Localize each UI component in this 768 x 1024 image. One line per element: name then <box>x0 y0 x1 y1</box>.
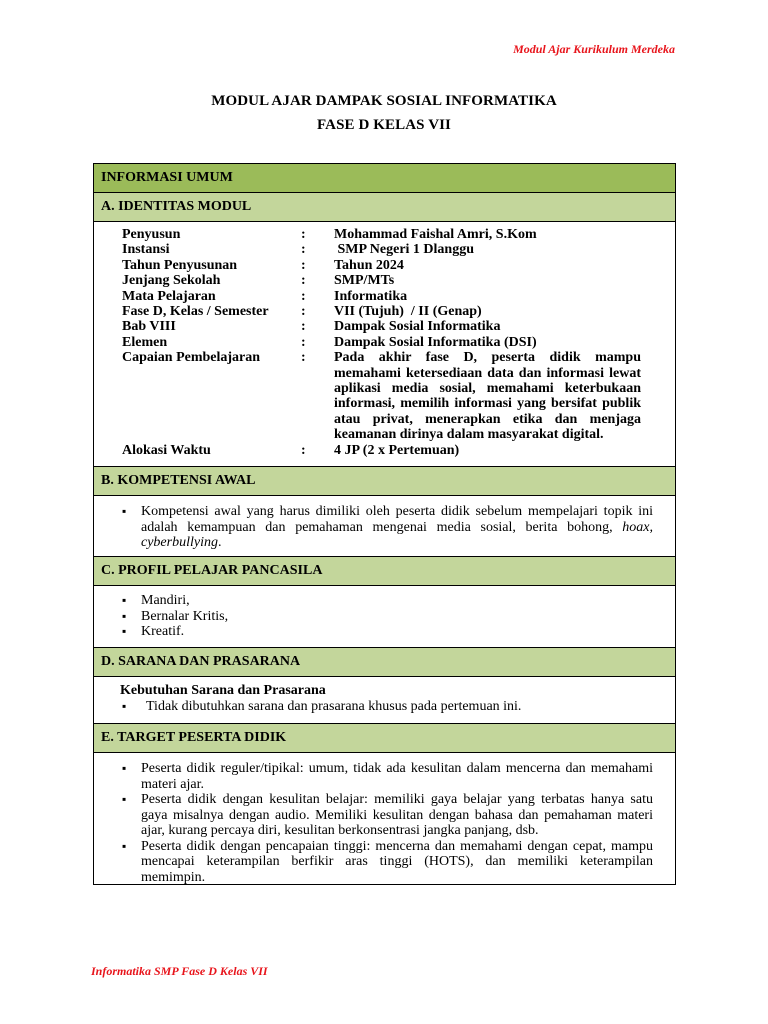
kompetensi-text: Kompetensi awal yang harus dimiliki oleh peserta didik sebelum mempelajari topik ini adalah kemampuan dan pemahaman mengenai media sosial, berita bohong, <box>141 504 653 535</box>
sarana-content <box>94 677 675 724</box>
section-target-peserta: E. TARGET PESERTA DIDIK <box>94 724 675 753</box>
list-item: ▪ Peserta didik dengan pencapaian tinggi: mencerna dan memahami dengan cepat, mampu mencapai keterampilan berfikir aras tinggi (HOTS), dan memiliki keterampilan memimpin. <box>94 839 675 886</box>
identitas-label: Jenjang Sekolah <box>122 273 221 289</box>
kompetensi-italic-terms: hoax, cyberbullying <box>141 519 653 550</box>
target-list <box>94 761 675 885</box>
identitas-row <box>94 443 675 458</box>
footer-note: Informatika SMP Fase D Kelas VII <box>91 964 268 978</box>
header-note: Modul Ajar Kurikulum Merdeka <box>513 42 675 56</box>
identitas-label: Alokasi Waktu <box>122 442 211 458</box>
identitas-label: Fase D, Kelas / Semester <box>122 304 269 320</box>
kompetensi-list <box>94 504 675 551</box>
identitas-colon: : <box>301 273 306 289</box>
identitas-value: Dampak Sosial Informatika (DSI) <box>334 334 537 350</box>
identitas-value: Pada akhir fase D, peserta didik mampu memahami ketersediaan data dan informasi lewat aplikasi media sosial, memahami keterbukaan informasi, memilih informasi yang bersifat publik atau privat, menerapkan etika dan menjaga keamanan dirinya dalam masyarakat digital. <box>334 350 641 443</box>
document-title: MODUL AJAR DAMPAK SOSIAL INFORMATIKA <box>211 93 557 109</box>
identitas-label: Tahun Penyusunan <box>122 257 238 273</box>
list-item <box>94 504 675 551</box>
identitas-value: Mohammad Faishal Amri, S.Kom <box>334 227 537 242</box>
list-item: ▪ Peserta didik dengan kesulitan belajar: memiliki gaya belajar yang terbatas hanya satu gaya misalnya dengan audio. Memiliki kesulitan dengan bahasa dan pemahaman materi ajar, kurang percaya diri, kesulitan berkonsentrasi jangka panjang, dsb. <box>94 792 675 839</box>
identitas-value: Informatika <box>334 288 408 304</box>
section-informasi-umum: INFORMASI UMUM <box>94 164 675 193</box>
identitas-colon: : <box>301 242 306 258</box>
identitas-row <box>94 319 675 334</box>
identitas-value: VII (Tujuh) / II (Genap) <box>334 304 482 320</box>
kompetensi-end: . <box>217 535 222 550</box>
identitas-colon: : <box>301 257 306 273</box>
module-table <box>93 163 676 885</box>
target-content <box>94 753 675 884</box>
identitas-value: 4 JP (2 x Pertemuan) <box>334 442 460 458</box>
identitas-row <box>94 258 675 273</box>
document-subtitle: FASE D KELAS VII <box>317 117 451 133</box>
identitas-label: Instansi <box>122 242 170 258</box>
list-item: ▪ Kreatif. <box>94 624 675 640</box>
identitas-colon: : <box>301 442 306 458</box>
identitas-value: SMP Negeri 1 Dlanggu <box>334 242 474 258</box>
identitas-list <box>94 222 675 467</box>
profil-list <box>94 593 675 640</box>
profil-content <box>94 586 675 648</box>
section-identitas-modul: A. IDENTITAS MODUL <box>94 193 675 222</box>
identitas-value: Tahun 2024 <box>334 257 404 273</box>
identitas-colon: : <box>301 334 306 350</box>
identitas-colon: : <box>301 304 306 320</box>
identitas-value: Dampak Sosial Informatika <box>334 319 501 335</box>
identitas-label: Penyusun <box>122 227 181 242</box>
section-sarana-prasarana: D. SARANA DAN PRASARANA <box>94 648 675 677</box>
identitas-label: Bab VIII <box>122 319 176 335</box>
identitas-label: Elemen <box>122 334 168 350</box>
list-item: ▪ Bernalar Kritis, <box>94 609 675 625</box>
identitas-row <box>94 304 675 319</box>
identitas-label: Capaian Pembelajaran <box>122 350 261 366</box>
sarana-list <box>94 699 675 715</box>
sarana-subtitle: Kebutuhan Sarana dan Prasarana <box>120 683 326 698</box>
identitas-row <box>94 335 675 350</box>
identitas-colon: : <box>301 350 306 366</box>
identitas-label: Mata Pelajaran <box>122 288 216 304</box>
identitas-row <box>94 273 675 288</box>
list-item: ▪ Mandiri, <box>94 593 675 609</box>
section-profil-pelajar: C. PROFIL PELAJAR PANCASILA <box>94 557 675 586</box>
list-item: ▪ Peserta didik reguler/tipikal: umum, tidak ada kesulitan dalam mencerna dan memahami materi ajar. <box>94 761 675 792</box>
identitas-row <box>94 350 675 442</box>
section-kompetensi-awal: B. KOMPETENSI AWAL <box>94 467 675 496</box>
identitas-value: SMP/MTs <box>334 273 395 289</box>
list-item: ▪ Tidak dibutuhkan sarana dan prasarana khusus pada pertemuan ini. <box>94 699 675 715</box>
kompetensi-content <box>94 496 675 557</box>
identitas-row <box>94 289 675 304</box>
identitas-row <box>94 227 675 242</box>
identitas-colon: : <box>301 227 306 242</box>
identitas-row <box>94 242 675 257</box>
identitas-colon: : <box>301 288 306 304</box>
identitas-colon: : <box>301 319 306 335</box>
